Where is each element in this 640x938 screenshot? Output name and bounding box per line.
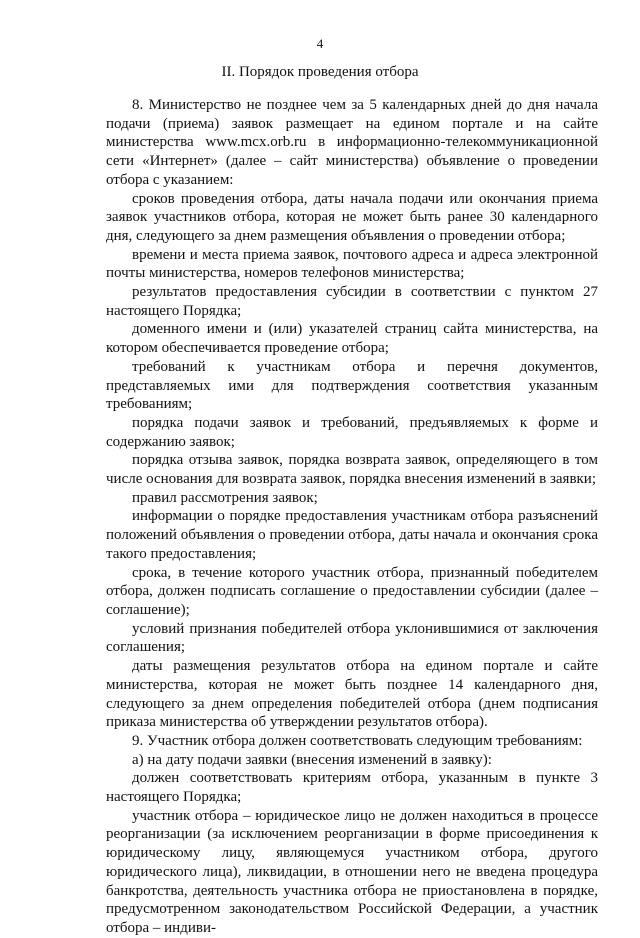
list-item: должен соответствовать критериям отбора, указанным в пункте 3 настоящего Порядка; (106, 770, 598, 806)
subpoint-a: а) на дату подачи заявки (внесения изменений в заявку): (132, 751, 492, 768)
page-number: 4 (316, 36, 324, 51)
list-item: условий признания победителей отбора уклонившимися от заключения соглашения; (106, 620, 598, 656)
list-item: срока, в течение которого участник отбора, признанный победителем отбора, должен подписать соглашение о предоставлении субсидии (далее – соглашение); (106, 564, 598, 618)
list-item: правил рассмотрения заявок; (132, 489, 318, 506)
list-item: информации о порядке предоставления участникам отбора разъяснений положений объявления о проведении отбора, даты начала и окончания срока такого предоставления; (106, 508, 598, 562)
list-item: даты размещения результатов отбора на едином портале и сайте министерства, которая не может быть позднее 14 календарного дня, следующего за днем определения победителей отбора (днем подписания приказа министерства об утверждении результатов отбора). (106, 658, 598, 731)
list-item: сроков проведения отбора, даты начала подачи или окончания приема заявок участников отбора, которая не может быть ранее 30 календарного дня, следующего за днем размещения объявления о проведении отбора; (106, 190, 598, 244)
list-item: доменного имени и (или) указателей страниц сайта министерства, на котором обеспечивается проведение отбора; (106, 321, 598, 357)
list-item: порядка отзыва заявок, порядка возврата заявок, определяющего в том числе основания для возврата заявок, порядка внесения изменений в заявки; (106, 452, 598, 488)
list-item: участник отбора – юридическое лицо не должен находиться в процессе реорганизации (за исключением реорганизации в форме присоединения к юридическому лицу, являющемуся участником отбора, другого юридического лица), ликвидации, в отношении него не введена процедура банкротства, деятельность участника отбора не приостановлена в порядке, предусмотренном законодательством Российской Федерации, а участник отбора – индиви- (106, 807, 598, 936)
list-item: порядка подачи заявок и требований, предъявляемых к форме и содержанию заявок; (106, 414, 598, 450)
section-heading: II. Порядок проведения отбора (221, 64, 419, 80)
list-item: времени и места приема заявок, почтового адреса и адреса электронной почты министерства, номеров телефонов министерства; (106, 246, 598, 282)
list-item: результатов предоставления субсидии в соответствии с пунктом 27 настоящего Порядка; (106, 284, 598, 319)
document-body (106, 96, 598, 938)
paragraph-8-intro: 8. Министерство не позднее чем за 5 календарных дней до дня начала подачи (приема) заявок размещает на едином портале и на сайте министерства www.mcx.orb.ru в информационно-телекоммуникационной сети «Интернет» (далее – сайт министерства) объявление о проведении отбора с указанием: (106, 97, 598, 188)
list-item: требований к участникам отбора и перечня документов, представляемых ими для подтверждения соответствия указанным требованиям; (106, 358, 598, 413)
paragraph-9-intro: 9. Участник отбора должен соответствовать следующим требованиям: (132, 732, 583, 749)
